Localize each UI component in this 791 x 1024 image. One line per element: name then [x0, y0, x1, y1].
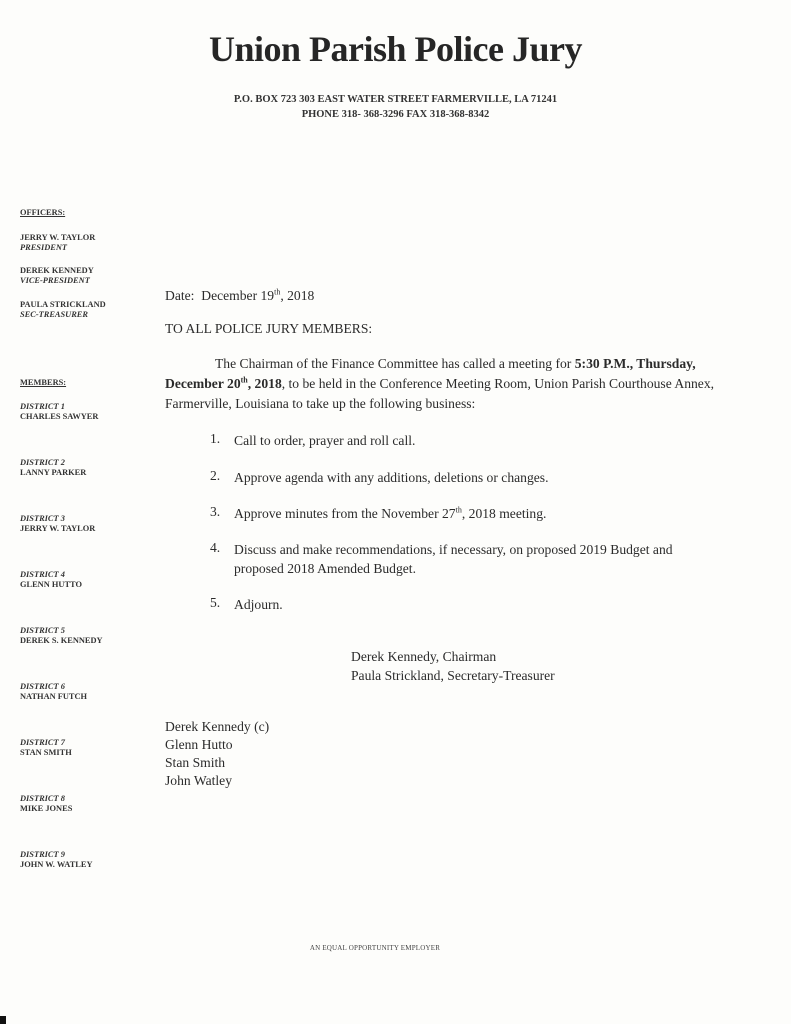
member-entry — [20, 514, 95, 534]
agenda-item — [210, 431, 674, 450]
member-district: DISTRICT 8 — [20, 794, 65, 803]
agenda-number: 3. — [210, 504, 221, 519]
agenda-number: 1. — [210, 431, 221, 446]
member-name: NATHAN FUTCH — [20, 692, 88, 701]
member-name: GLENN HUTTO — [20, 580, 82, 589]
signature-line: Paula Strickland, Secretary-Treasurer — [351, 668, 555, 683]
agenda-item — [210, 468, 674, 487]
member-entry — [20, 738, 72, 758]
member-district: DISTRICT 1 — [20, 402, 65, 411]
date-value: December 19 — [201, 288, 275, 303]
member-district: DISTRICT 4 — [20, 570, 65, 579]
distribution-name: Derek Kennedy (c) — [165, 719, 270, 734]
officer-entry — [20, 266, 94, 286]
member-name: JOHN W. WATLEY — [20, 860, 93, 869]
member-entry — [20, 570, 82, 590]
member-district: DISTRICT 3 — [20, 514, 65, 523]
member-entry — [20, 850, 93, 870]
distribution-name: Glenn Hutto — [165, 737, 233, 752]
agenda-text: Discuss and make recommendations, if necessary, on proposed 2019 Budget and proposed 2018 Amended Budget. — [234, 542, 673, 576]
distribution-name: John Watley — [165, 773, 232, 788]
officer-name: JERRY W. TAYLOR — [20, 233, 96, 242]
member-name: STAN SMITH — [20, 748, 72, 757]
officer-name: DEREK KENNEDY — [20, 266, 94, 275]
member-district: DISTRICT 6 — [20, 682, 65, 691]
member-name: MIKE JONES — [20, 804, 73, 813]
date-year: , 2018 — [280, 288, 315, 303]
member-entry — [20, 402, 98, 422]
agenda-text: Approve agenda with any additions, deletions or changes. — [234, 470, 549, 485]
agenda-number: 2. — [210, 468, 221, 483]
agenda-number: 5. — [210, 595, 221, 610]
distribution-list — [165, 718, 269, 790]
member-name: LANNY PARKER — [20, 468, 87, 477]
phone-line: PHONE 318- 368-3296 FAX 318-368-8342 — [301, 109, 490, 120]
salutation: TO ALL POLICE JURY MEMBERS: — [165, 321, 373, 336]
officer-entry — [20, 233, 95, 253]
officer-role: PRESIDENT — [20, 243, 68, 252]
letter-date — [165, 288, 314, 304]
officer-entry — [20, 300, 106, 320]
distribution-name: Stan Smith — [165, 755, 226, 770]
agenda-text: Approve minutes from the November 27th, 2018 meeting. — [234, 505, 547, 521]
officers-heading: OFFICERS: — [20, 208, 66, 217]
agenda-item — [210, 595, 674, 614]
agenda-number: 4. — [210, 540, 221, 555]
agenda-text: Adjourn. — [234, 597, 283, 612]
member-name: CHARLES SAWYER — [20, 412, 99, 421]
footer-text: AN EQUAL OPPORTUNITY EMPLOYER — [309, 944, 441, 952]
document-title: Union Parish Police Jury — [209, 29, 582, 69]
officer-name: PAULA STRICKLAND — [20, 300, 106, 309]
agenda-item — [210, 540, 674, 578]
meeting-paragraph — [165, 354, 740, 414]
address-line: P.O. BOX 723 303 EAST WATER STREET FARMERVILLE, LA 71241 — [233, 94, 558, 105]
member-entry — [20, 682, 87, 702]
members-heading: MEMBERS: — [20, 378, 67, 387]
member-district: DISTRICT 2 — [20, 458, 65, 467]
scan-mark — [0, 1016, 6, 1024]
signature-line: Derek Kennedy, Chairman — [351, 649, 497, 664]
agenda-text: Call to order, prayer and roll call. — [234, 433, 416, 448]
meeting-time: 5:30 P.M., Thursday, December 20th, 2018 — [165, 356, 696, 391]
member-district: DISTRICT 7 — [20, 738, 65, 747]
signature-block — [351, 647, 555, 685]
member-name: JERRY W. TAYLOR — [20, 524, 96, 533]
member-district: DISTRICT 5 — [20, 626, 65, 635]
member-name: DEREK S. KENNEDY — [20, 636, 103, 645]
member-entry — [20, 458, 86, 478]
member-entry — [20, 794, 72, 814]
agenda-item — [210, 504, 674, 523]
para-intro: The Chairman of the Finance Committee has called a meeting for — [215, 356, 575, 371]
member-district: DISTRICT 9 — [20, 850, 65, 859]
officer-role: VICE-PRESIDENT — [20, 276, 90, 285]
date-label: Date: — [165, 288, 195, 303]
para-details: , to be held in the Conference Meeting Room, Union Parish Courthouse Annex, Farmerville, Louisiana to take up the following business: — [165, 376, 715, 411]
member-entry — [20, 626, 103, 646]
date-suffix: th — [274, 287, 281, 297]
officer-role: SEC-TREASURER — [20, 310, 88, 319]
